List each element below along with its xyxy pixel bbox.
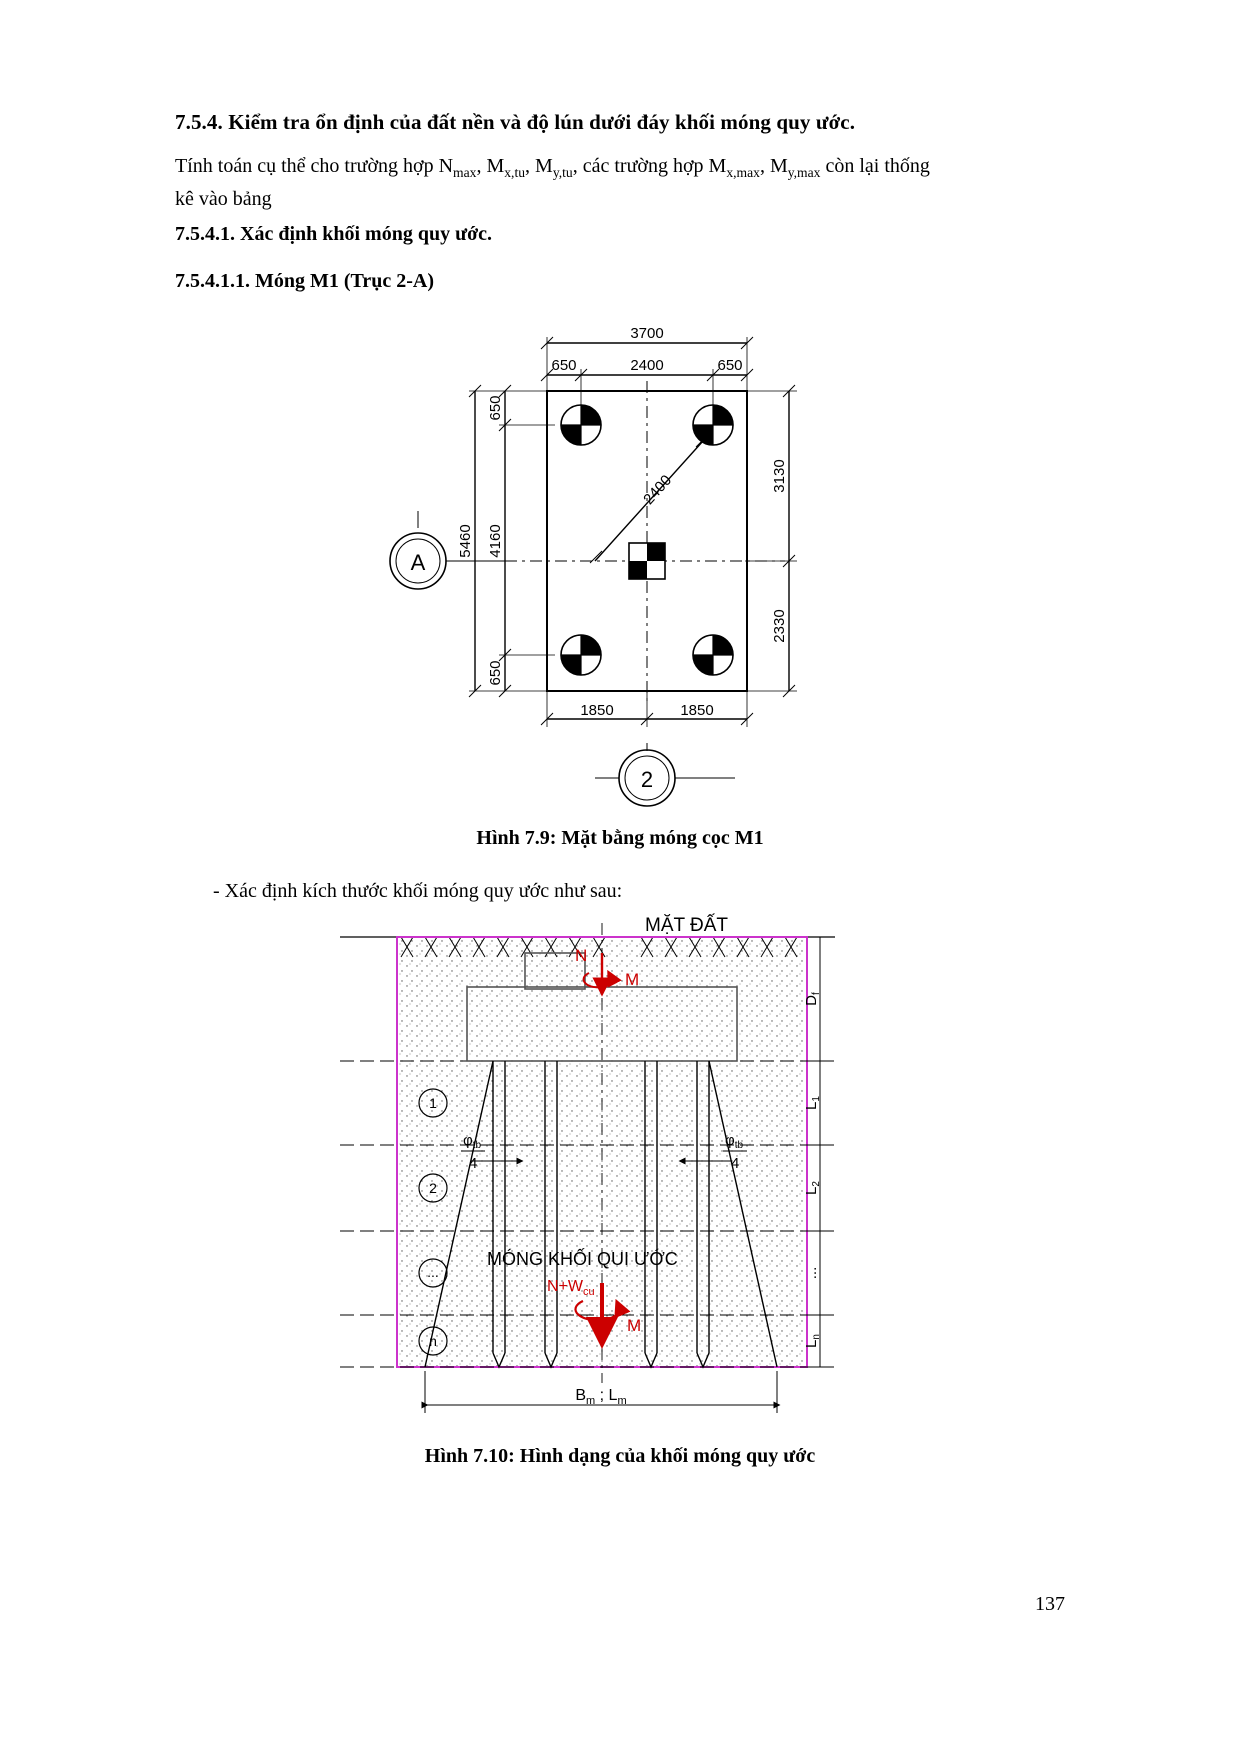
layer-number-dots: ... — [427, 1263, 439, 1280]
pile-top-left — [561, 405, 601, 445]
force-nw-label: $N+W_{cu}$ — [547, 1277, 595, 1298]
note-line: - Xác định kích thước khối móng quy ước như sau: — [213, 879, 623, 902]
force-m-bottom-label: M — [627, 1315, 642, 1335]
intro-sub-1: max — [453, 165, 477, 180]
dim-left-inner: 4160 — [487, 523, 504, 558]
section-heading: 7.5.4. Kiểm tra ổn định của đất nền và độ lún dưới đáy khối móng quy ước. — [175, 110, 856, 134]
dim-bottom-left: 1850 — [580, 701, 614, 719]
intro-sub-4: x,max — [726, 165, 760, 180]
subsection-heading-2: 7.5.4.1.1. Móng M1 (Trục 2-A) — [175, 269, 435, 292]
force-n-label: N — [575, 945, 588, 965]
dim-top-mid: 2400 — [630, 356, 664, 374]
figure-plan-wrapper — [175, 323, 1065, 823]
layer-dots-label: ... — [803, 1266, 820, 1279]
page-content — [175, 110, 1065, 1468]
dim-left-top: 650 — [487, 395, 504, 421]
block-label: MÓNG KHỐI QUI ƯỚC — [487, 1248, 678, 1269]
dim-left-outer: 5460 — [457, 523, 474, 558]
layer-l1-label: $L_1$ — [803, 1095, 822, 1110]
ground-label: MẶT ĐẤT — [645, 914, 729, 936]
intro-sub-5: y,max — [787, 165, 821, 180]
dim-top-left: 650 — [551, 356, 577, 374]
intro-text-a: Tính toán cụ thể cho trường hợp N — [175, 155, 454, 177]
intro-text-c: , M — [525, 155, 553, 177]
force-m-label: M — [625, 969, 640, 989]
layer-number-1: 1 — [429, 1094, 437, 1111]
layer-number-2: 2 — [429, 1179, 437, 1196]
intro-text-d: , các trường hợp M — [572, 155, 727, 177]
depth-df-label: $D_f$ — [803, 991, 822, 1006]
layer-ln-label: $L_n$ — [803, 1333, 822, 1348]
svg-text:φtb: $\varphi_{tb}$ — [463, 1131, 482, 1151]
svg-text:4: 4 — [731, 1154, 740, 1172]
figure-block-wrapper — [175, 913, 1065, 1443]
axis-label-a: A — [410, 549, 426, 575]
intro-text-f: còn lại thống — [820, 155, 930, 177]
intro-paragraph — [175, 153, 1065, 182]
intro-text-b: , M — [476, 155, 505, 177]
dim-right-top: 3130 — [771, 458, 788, 493]
pile-top-right — [693, 405, 733, 445]
intro-paragraph-line2: kê vào bảng — [175, 188, 272, 211]
layer-number-n: n — [429, 1332, 437, 1349]
subsection-heading-1: 7.5.4.1. Xác định khối móng quy ước. — [175, 222, 493, 245]
svg-text:4: 4 — [469, 1154, 478, 1172]
dim-bottom-right: 1850 — [680, 701, 714, 719]
dim-top-total: 3700 — [630, 324, 664, 342]
figure-2-caption: Hình 7.10: Hình dạng của khối móng quy ước — [424, 1444, 816, 1467]
intro-sub-2: x,tu — [504, 165, 526, 180]
intro-text-e: , M — [759, 155, 788, 177]
page-number: 137 — [1035, 1593, 1065, 1615]
pile-bottom-left — [561, 635, 601, 675]
figure-block-svg — [175, 913, 1065, 1443]
dim-top-right: 650 — [717, 356, 743, 374]
column-symbol — [629, 543, 665, 579]
dim-diagonal: 2400 — [640, 471, 676, 508]
figure-1-caption: Hình 7.9: Mặt bằng móng cọc M1 — [476, 826, 764, 849]
svg-text:φtb: $\varphi_{tb}$ — [725, 1131, 744, 1151]
intro-sub-3: y,tu — [552, 165, 573, 180]
dim-left-bottom: 650 — [487, 660, 504, 686]
layer-l2-label: $L_2$ — [803, 1180, 822, 1195]
width-label: $B_m$ ; $L_m$ — [575, 1386, 627, 1407]
axis-label-2: 2 — [640, 766, 654, 792]
pile-bottom-right — [693, 635, 733, 675]
dim-right-bottom: 2330 — [771, 608, 788, 643]
figure-plan-svg — [175, 323, 1065, 823]
